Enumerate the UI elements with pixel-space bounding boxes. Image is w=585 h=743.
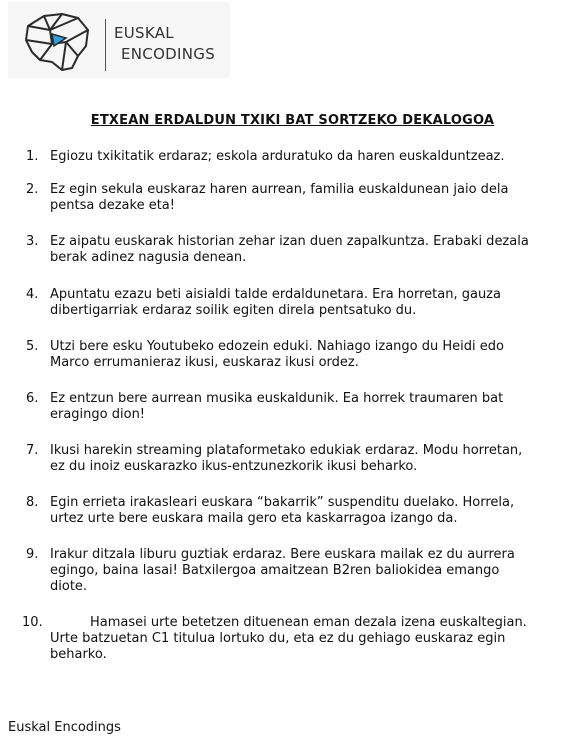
item-line: berak adinez nagusia denean. <box>50 250 247 265</box>
item-line: egingo, baina lasai! Batxilergoa amaitzean B2ren baliokidea emango <box>50 563 500 578</box>
item-text <box>50 287 580 319</box>
brand-logo <box>8 2 230 78</box>
item-line: Ikusi harekin streaming plataformetako edukiak erdaraz. Modu horretan, <box>50 443 523 458</box>
item-line: pentsa dezake eta! <box>50 198 175 213</box>
item-number: 2. <box>26 182 39 197</box>
item-text <box>50 547 580 595</box>
item-number: 3. <box>26 234 39 249</box>
item-number: 6. <box>26 391 39 406</box>
item-text <box>50 234 580 266</box>
item-line: Apuntatu ezazu beti aisialdi talde erdaldunetara. Era horretan, gauza <box>50 287 501 302</box>
item-number: 5. <box>26 339 39 354</box>
item-line: ez du inoiz euskarazko ikus-entzunezkorik ikusi beharko. <box>50 459 418 474</box>
item-number: 1. <box>26 149 39 164</box>
item-line: Ez egin sekula euskaraz haren aurrean, familia euskaldunean jaio dela <box>50 182 509 197</box>
item-text <box>50 391 580 423</box>
item-line: Marco errumanieraz ikusi, euskaraz ikusi ordez. <box>50 355 359 370</box>
document-title: ETXEAN ERDALDUN TXIKI BAT SORTZEKO DEKALOGOA <box>90 113 495 128</box>
item-number: 8. <box>26 495 39 510</box>
item-line: eragingo dion! <box>50 407 146 422</box>
item-line: beharko. <box>50 647 107 662</box>
item-line: urtez urte bere euskara maila gero eta kaskarragoa izango da. <box>50 511 458 526</box>
item-text <box>50 339 580 371</box>
brand-name-line1: EUSKAL <box>114 24 174 42</box>
item-number: 9. <box>26 547 39 562</box>
item-text <box>50 149 580 165</box>
item-number: 10. <box>22 615 43 630</box>
geometric-head-logo-icon <box>22 12 92 72</box>
item-line: Egin errieta irakasleari euskara “bakarrik” suspenditu duelako. Horrela, <box>50 495 515 510</box>
item-number: 7. <box>26 443 39 458</box>
item-line: Urte batzuetan C1 titulua lortuko du, eta ez du gehiago euskaraz egin <box>50 631 506 646</box>
item-line: Irakur ditzala liburu guztiak erdaraz. Bere euskara mailak ez du aurrera <box>50 547 515 562</box>
item-line: Utzi bere esku Youtubeko edozein eduki. Nahiago izango du Heidi edo <box>50 339 504 354</box>
item-text <box>50 443 580 475</box>
item-line: Hamasei urte betetzen dituenean eman dezala izena euskaltegian. <box>90 615 527 630</box>
footer-text: Euskal Encodings <box>8 720 121 735</box>
item-line: Ez entzun bere aurrean musika euskaldunik. Ea horrek traumaren bat <box>50 391 504 406</box>
item-line: diote. <box>50 579 88 594</box>
item-line: Egiozu txikitatik erdaraz; eskola arduratuko da haren euskalduntzeaz. <box>50 149 505 164</box>
item-line: dibertigarriak erdaraz soilik egiten direla pentsatuko du. <box>50 303 417 318</box>
item-text <box>50 615 580 663</box>
item-text <box>50 182 580 214</box>
item-line: Ez aipatu euskarak historian zehar izan duen zapalkuntza. Erabaki dezala <box>50 234 529 249</box>
item-number: 4. <box>26 287 39 302</box>
brand-name-line2: ENCODINGS <box>121 45 216 63</box>
item-text <box>50 495 580 527</box>
logo-divider <box>105 19 106 71</box>
